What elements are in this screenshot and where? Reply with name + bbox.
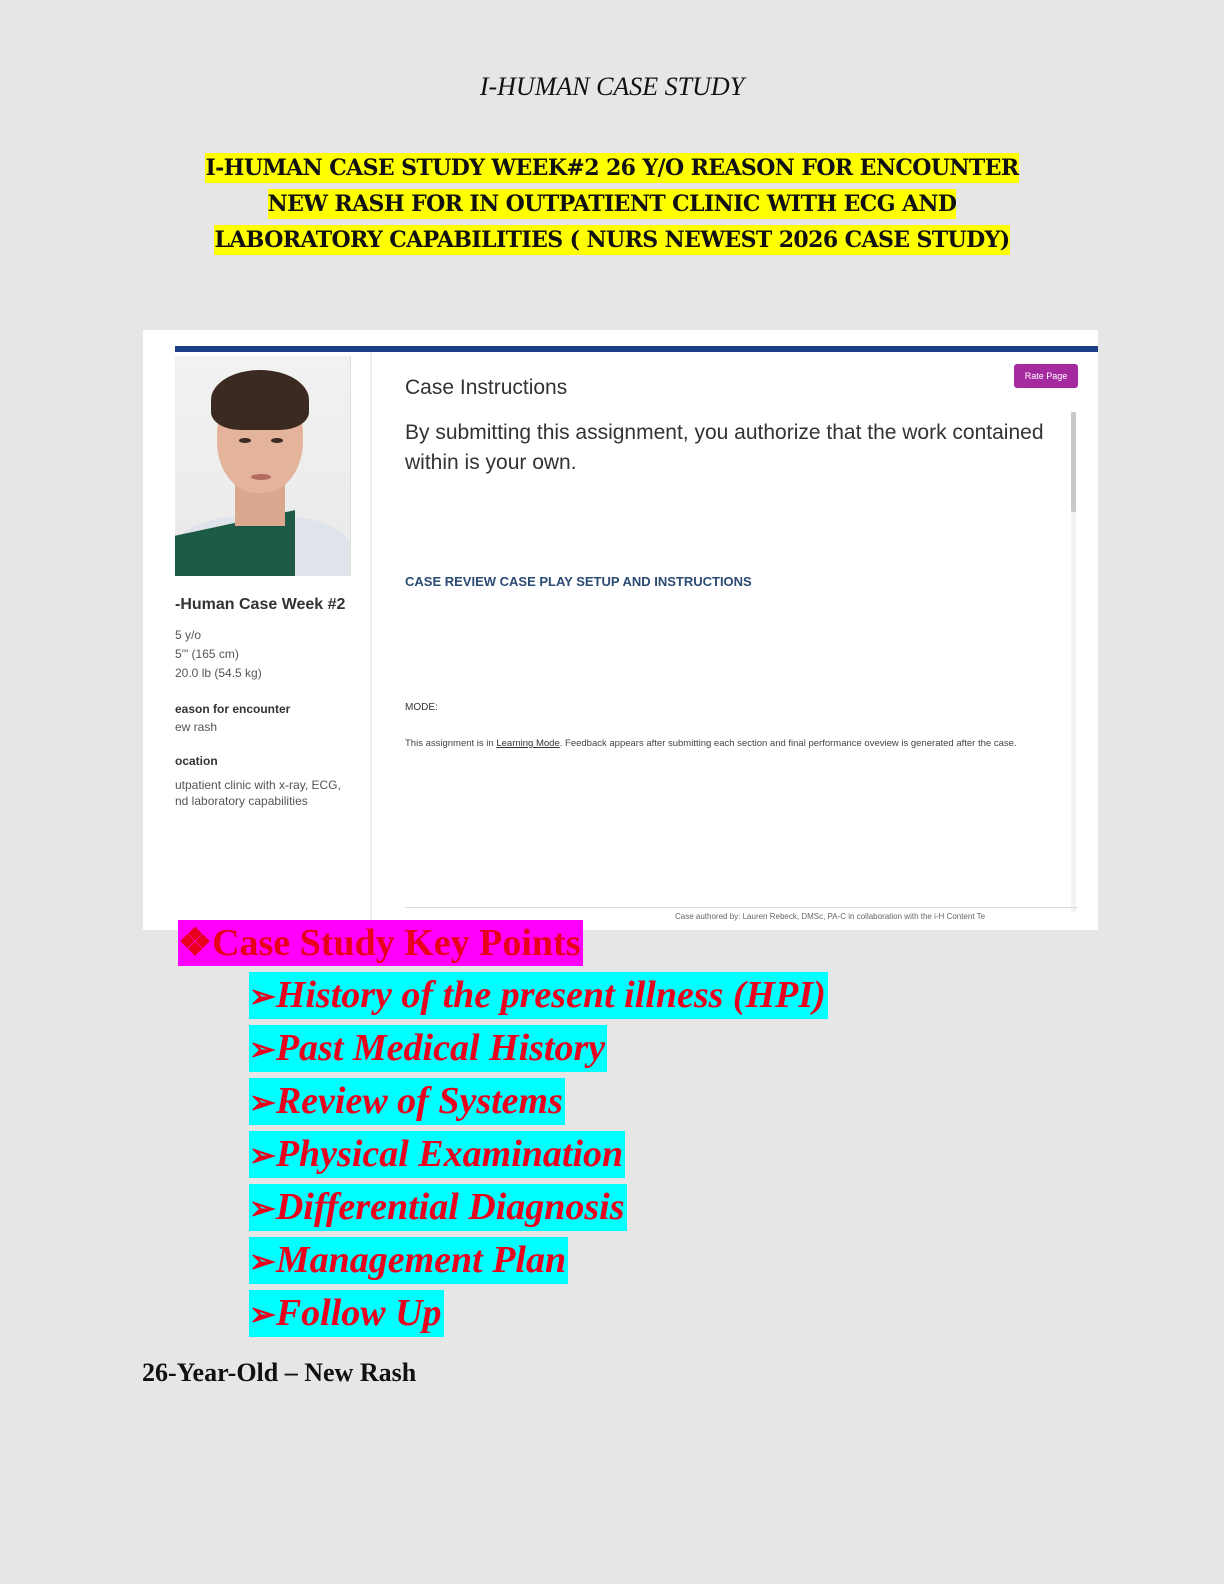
mode-text-after: . Feedback appears after submitting each section and final performance oveview is generated after the case. [559, 738, 1017, 749]
case-instructions-panel [405, 352, 1078, 930]
key-points-list [249, 972, 828, 1343]
arrow-icon: ➢ [249, 978, 276, 1014]
authorization-text: By submitting this assignment, you authorize that the work contained within is your own. [405, 421, 1044, 474]
patient-name: -Human Case Week #2 [175, 596, 346, 613]
mode-label: MODE: [405, 702, 438, 713]
learning-mode-link[interactable]: Learning Mode [496, 738, 560, 749]
location-label: ocation [175, 754, 218, 768]
list-item [249, 1184, 828, 1237]
arrow-icon: ➢ [249, 1190, 276, 1226]
reason-value: ew rash [175, 720, 218, 734]
arrow-icon: ➢ [249, 1296, 276, 1332]
list-item [249, 1131, 828, 1184]
title-line-2: NEW RASH FOR IN OUTPATIENT CLINIC WITH ECG AND [267, 191, 957, 217]
key-point-text: Review of Systems [275, 1080, 563, 1122]
scrollbar-thumb[interactable] [1071, 412, 1076, 512]
diamond-icon: ❖ [178, 922, 213, 964]
title-line-1: I-HUMAN CASE STUDY WEEK#2 26 Y/O REASON FOR ENCOUNTER [205, 155, 1019, 181]
key-points-heading [178, 920, 583, 966]
list-item [249, 1290, 828, 1343]
summary-heading: 26-Year-Old – New Rash [142, 1358, 417, 1387]
key-point-text: History of the present illness (HPI) [275, 974, 826, 1016]
location-line-1: utpatient clinic with x-ray, ECG, [175, 778, 341, 792]
document-title [140, 150, 1084, 258]
scrollbar[interactable] [1071, 412, 1076, 912]
title-line-3: LABORATORY CAPABILITIES ( NURS NEWEST 2026 CASE STUDY) [214, 227, 1010, 253]
patient-height: 5'" (165 cm) [175, 647, 239, 661]
key-point-text: Past Medical History [275, 1027, 606, 1069]
patient-age: 5 y/o [175, 628, 202, 642]
reason-label: eason for encounter [175, 702, 291, 716]
patient-panel [175, 352, 372, 930]
location-line-2: nd laboratory capabilities [175, 794, 308, 808]
list-item [249, 1078, 828, 1131]
list-item [249, 972, 828, 1025]
key-point-text: Follow Up [275, 1292, 442, 1334]
arrow-icon: ➢ [249, 1031, 276, 1067]
patient-weight: 20.0 lb (54.5 kg) [175, 666, 262, 680]
page-header: I-HUMAN CASE STUDY [479, 72, 745, 101]
key-point-text: Differential Diagnosis [275, 1186, 625, 1228]
list-item [249, 1025, 828, 1078]
arrow-icon: ➢ [249, 1084, 276, 1120]
list-item [249, 1237, 828, 1290]
mode-description [405, 730, 1065, 758]
footer-divider [405, 907, 1078, 908]
section-title: CASE REVIEW CASE PLAY SETUP AND INSTRUCTIONS [405, 574, 752, 589]
arrow-icon: ➢ [249, 1137, 276, 1173]
rate-page-button[interactable]: Rate Page [1014, 364, 1078, 388]
patient-avatar [175, 356, 351, 576]
embedded-screenshot [143, 330, 1098, 930]
case-credit: Case authored by: Lauren Rebeck, DMSc, PA-C in collaboration with the i-H Content Te [675, 912, 986, 921]
key-points-title: Case Study Key Points [212, 922, 581, 964]
mode-text-before: This assignment is in [405, 738, 497, 749]
key-point-text: Physical Examination [275, 1133, 624, 1175]
arrow-icon: ➢ [249, 1243, 276, 1279]
case-instructions-title: Case Instructions [405, 376, 568, 399]
key-point-text: Management Plan [275, 1239, 567, 1281]
